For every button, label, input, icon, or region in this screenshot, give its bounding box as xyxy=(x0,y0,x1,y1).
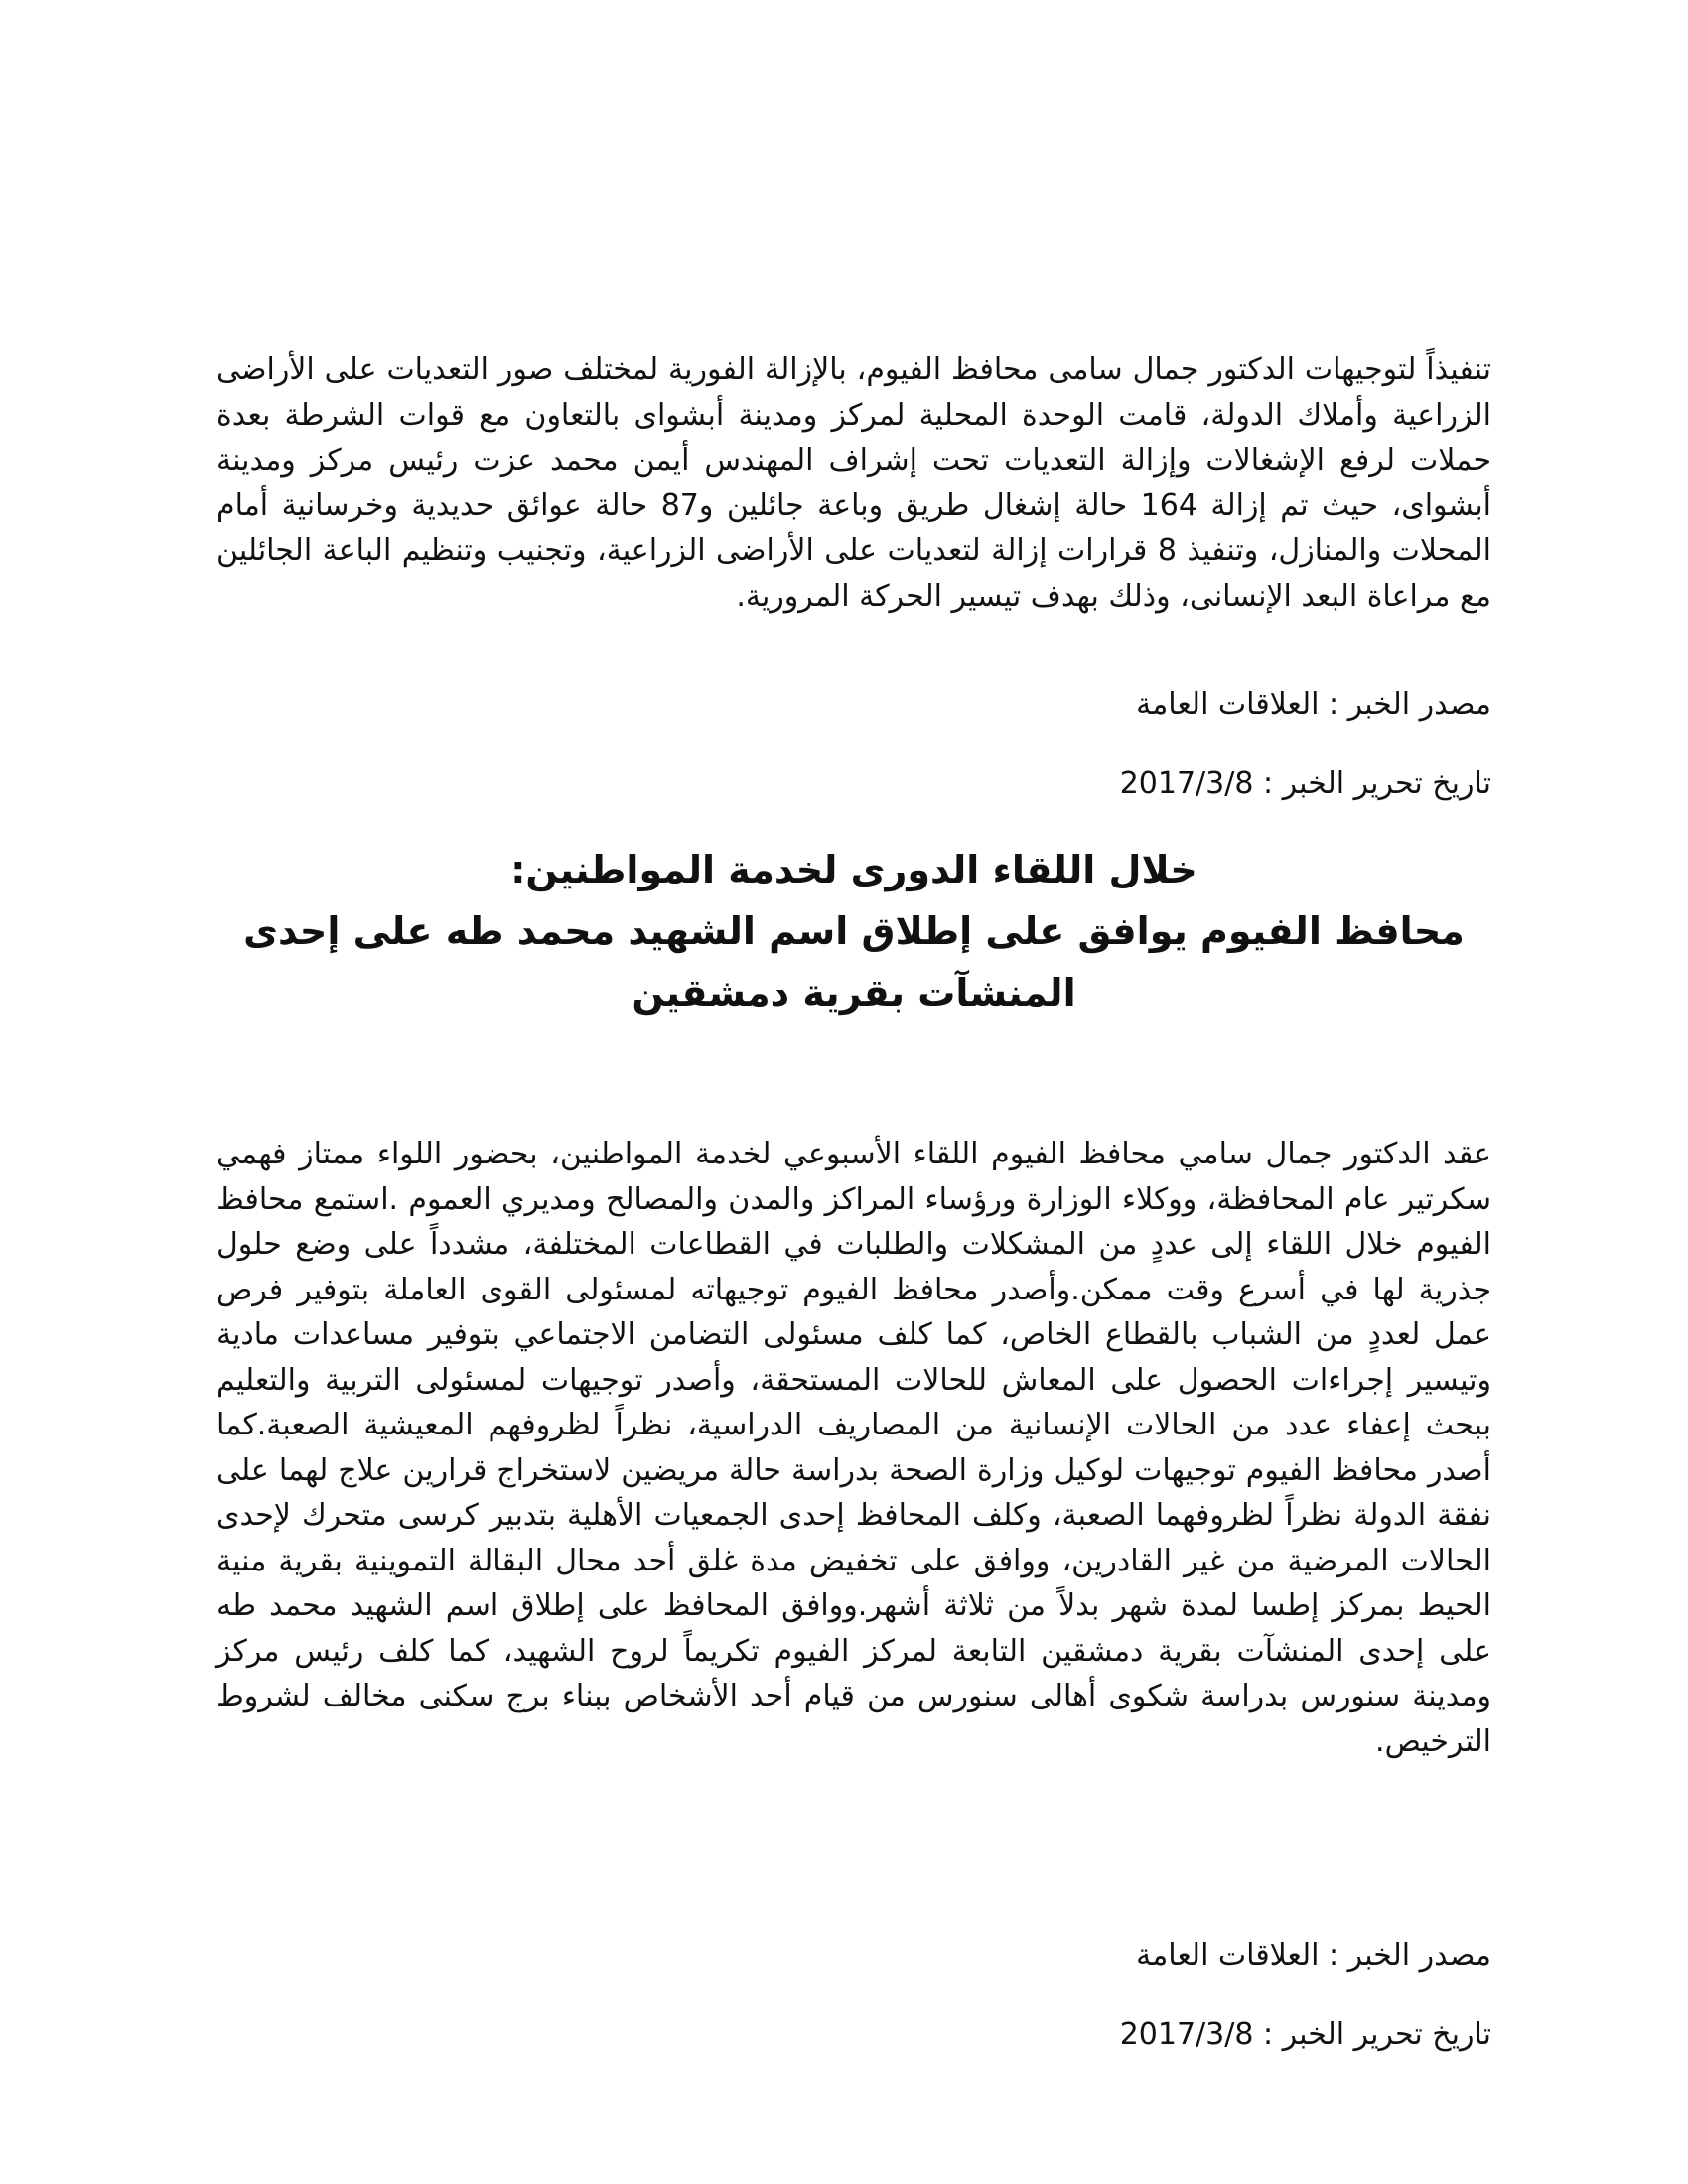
article2-date-label: تاريخ تحرير الخبر : xyxy=(1253,2017,1491,2052)
article1-date-section xyxy=(216,764,1491,804)
article1-date-line xyxy=(216,764,1491,804)
article2-headline-section xyxy=(216,839,1491,1024)
article2-source: مصدر الخبر : العلاقات العامة xyxy=(1136,1938,1491,1973)
article2-date-line xyxy=(216,2015,1491,2055)
article2-source-section xyxy=(216,1936,1491,1976)
article2-date-value: 2017/3/8 xyxy=(1119,2017,1254,2052)
article1-body-section xyxy=(216,347,1491,618)
article2-date-section xyxy=(216,2015,1491,2055)
article1-date-label: تاريخ تحرير الخبر : xyxy=(1253,766,1491,801)
article1-source: مصدر الخبر : العلاقات العامة xyxy=(1136,687,1491,722)
article1-body: تنفيذاً لتوجيهات الدكتور جمال سامى محافظ الفيوم، بالإزالة الفورية لمختلف صور التعديات على الأراضى الزراعية وأملاك الدولة، قامت الوحدة المحلية لمركز ومدينة أبشواى بالتعاون مع قوات الشرطة بعدة حملات لرفع الإشغالات وإزالة التعديات تحت إشراف المهندس أيمن محمد عزت رئيس مركز ومدينة أبشواى، حيث تم إزالة 164 حالة إشغال طريق وباعة جائلين و87 حالة عوائق حديدية وخرسانية أمام المحلات والمنازل، وتنفيذ 8 قرارات إزالة لتعديات على الأراضى الزراعية، وتجنيب وتنظيم الباعة الجائلين مع مراعاة البعد الإنسانى، وذلك بهدف تيسير الحركة المرورية. xyxy=(216,352,1492,614)
article2-headline-line2: محافظ الفيوم يوافق على إطلاق اسم الشهيد محمد طه على إحدى المنشآت بقرية دمشقين xyxy=(243,909,1465,1015)
article2-body-section xyxy=(216,1132,1491,1764)
article1-source-section xyxy=(216,685,1491,725)
article2-headline-line1: خلال اللقاء الدورى لخدمة المواطنين: xyxy=(510,848,1197,891)
article1-date-value: 2017/3/8 xyxy=(1119,766,1254,801)
article2-body: عقد الدكتور جمال سامي محافظ الفيوم اللقاء الأسبوعي لخدمة المواطنين، بحضور اللواء ممتاز فهمي سكرتير عام المحافظة، ووكلاء الوزارة ورؤساء المراكز والمدن والمصالح ومديري العموم .استمع محافظ الفيوم خلال اللقاء إلى عددٍ من المشكلات والطلبات في القطاعات المختلفة، مشدداً على وضع حلول جذرية لها في أسرع وقت ممكن.وأصدر محافظ الفيوم توجيهاته لمسئولى القوى العاملة بتوفير فرص عمل لعددٍ من الشباب بالقطاع الخاص، كما كلف مسئولى التضامن الاجتماعي بتوفير مساعدات مادية وتيسير إجراءات الحصول على المعاش للحالات المستحقة، وأصدر توجيهات لمسئولى التربية والتعليم ببحث إعفاء عدد من الحالات الإنسانية من المصاريف الدراسية، نظراً لظروفهم المعيشية الصعبة.كما أصدر محافظ الفيوم توجيهات لوكيل وزارة الصحة بدراسة حالة مريضين لاستخراج قرارين علاج لهما على نفقة الدولة نظراً لظروفهما الصعبة، وكلف المحافظ إحدى الجمعيات الأهلية بتدبير كرسى متحرك لإحدى الحالات المرضية من غير القادرين، ووافق على تخفيض مدة غلق أحد محال البقالة التموينية بقرية منية الحيط بمركز إطسا لمدة شهر بدلاً من ثلاثة أشهر.ووافق المحافظ على إطلاق اسم الشهيد محمد طه على إحدى المنشآت بقرية دمشقين التابعة لمركز الفيوم تكريماً لروح الشهيد، كما كلف رئيس مركز ومدينة سنورس بدراسة شكوى أهالى سنورس من قيام أحد الأشخاص ببناء برج سكنى مخالف لشروط الترخيص. xyxy=(216,1137,1491,1759)
